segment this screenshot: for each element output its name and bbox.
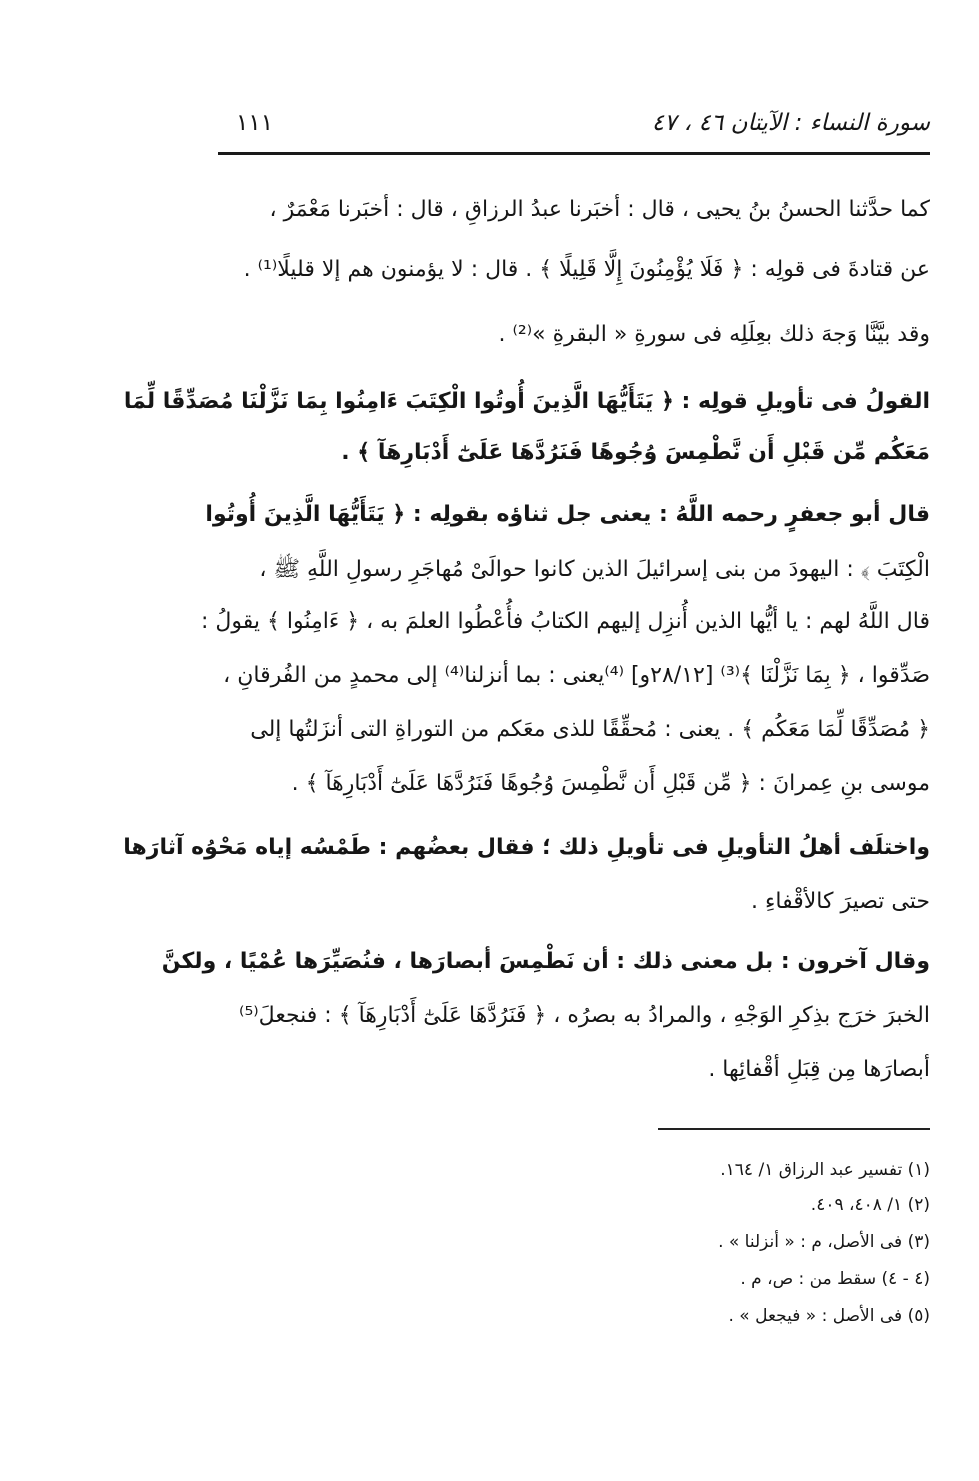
text-line: حتى تصيرَ كالأقْفاءِ . [751,889,930,914]
running-title: سورة النساء : الآيتان ٤٦ ، ٤٧ [651,110,930,136]
text-line: ﴿ مُصَدِّقًا لِّمَا مَعَكُم ﴾ . يعنى : مُحقِّقًا للذى معَكم من التوراةِ التى أنزَلتُها إلى [250,717,930,742]
text-line: عن قتادةَ فى قولِه : ﴿ فَلَا يُؤْمِنُونَ إِلَّا قَلِيلًا ﴾ . قال : لا يؤمنون هم إلا قليلًا⁽¹⁾ . [243,257,930,282]
text-line: قال أبو جعفرٍ رحمه اللَّهُ : يعنى جل ثناؤه بقولِه : ﴿ يَتَأَيُّهَا الَّذِينَ أُوتُوا [205,502,930,527]
text-line: صَدِّقوا ، ﴿ بِمَا نَزَّلْنَا ﴾⁽³⁾ [٢٨/١٢و] ⁽⁴⁾يعنى : بما أنزلنا⁽⁴⁾ إلى محمدٍ من الفُرقانِ ، [223,663,930,688]
footnote: (٥) فى الأصل : « فيجعل » . [728,1306,930,1326]
page-header [218,110,930,150]
text-line: الْكِتَبَ ﴾ : اليهودَ من بنى إسرائيلَ الذين كانوا حوالَىْ مُهاجَرِ رسولِ اللَّهِ ﷺ ، [259,557,930,582]
header-rule [218,152,930,155]
text-line: موسى بنِ عِمرانَ : ﴿ مِّن قَبْلِ أَن نَّطْمِسَ وُجُوهًا فَنَرُدَّهَا عَلَىٰٓ أَدْبَارِهَآ ﴾ . [291,771,930,796]
text-line: واختلَف أهلُ التأويلِ فى تأويلِ ذلك ؛ فقال بعضُهم : طَمْسُه إياه مَحْوُه آثارَها [123,835,930,860]
text-line: قال اللَّهُ لهم : يا أيُّها الذين أُنزِل إليهم الكتابُ فأُعْطُوا العلمَ به ، ﴿ ءَامِنُوا ﴾ يقولُ : [200,609,930,634]
footnote: (١) تفسير عبد الرزاق ١/ ١٦٤. [720,1160,930,1180]
footnote: (٢) ١/ ٤٠٨، ٤٠٩. [810,1195,930,1215]
text-line: أبصارَها مِن قِبَلِ أقْفائِها . [708,1057,930,1082]
quran-verse-line: مَعَكُم مِّن قَبْلِ أَن نَّطْمِسَ وُجُوهًا فَنَرُدَّهَا عَلَىٰٓ أَدْبَارِهَآ ﴾ . [341,440,930,465]
section-heading-line: القولُ فى تأويلِ قولِه : ﴿ يَتَأَيُّهَا الَّذِينَ أُوتُوا الْكِتَبَ ءَامِنُوا بِمَا نَزَّلْنَا مُصَدِّقًا لِّمَا [123,389,930,414]
page-number: ١١١ [236,110,274,136]
footnote: (٤ - ٤) سقط من : ص، م . [740,1269,930,1289]
text-line: الخبرَ خرَج بذِكرِ الوَجْهِ ، والمرادُ به بصرُه ، ﴿ فَنَرُدَّهَا عَلَىٰٓ أَدْبَارِهَآ ﴾ : فنجعلَ⁽⁵⁾ [239,1003,930,1028]
text-line: وقد بيَّنَّا وَجهَ ذلك بعِلَلِه فى سورةِ « البقرةِ »⁽²⁾ . [498,322,930,347]
footnote-rule [658,1128,930,1130]
text-line: وقال آخرون : بل معنى ذلك : أن نَطْمِسَ أبصارَها ، فنُصَيِّرَها عُمْيًا ، ولكنَّ [161,949,930,974]
text-line: كما حدَّثنا الحسنُ بنُ يحيى ، قال : أخبَرنا عبدُ الرزاقِ ، قال : أخبَرنا مَعْمَرٌ ، [269,197,930,222]
footnote: (٣) فى الأصل، م : « أنزلنا » . [718,1232,930,1252]
